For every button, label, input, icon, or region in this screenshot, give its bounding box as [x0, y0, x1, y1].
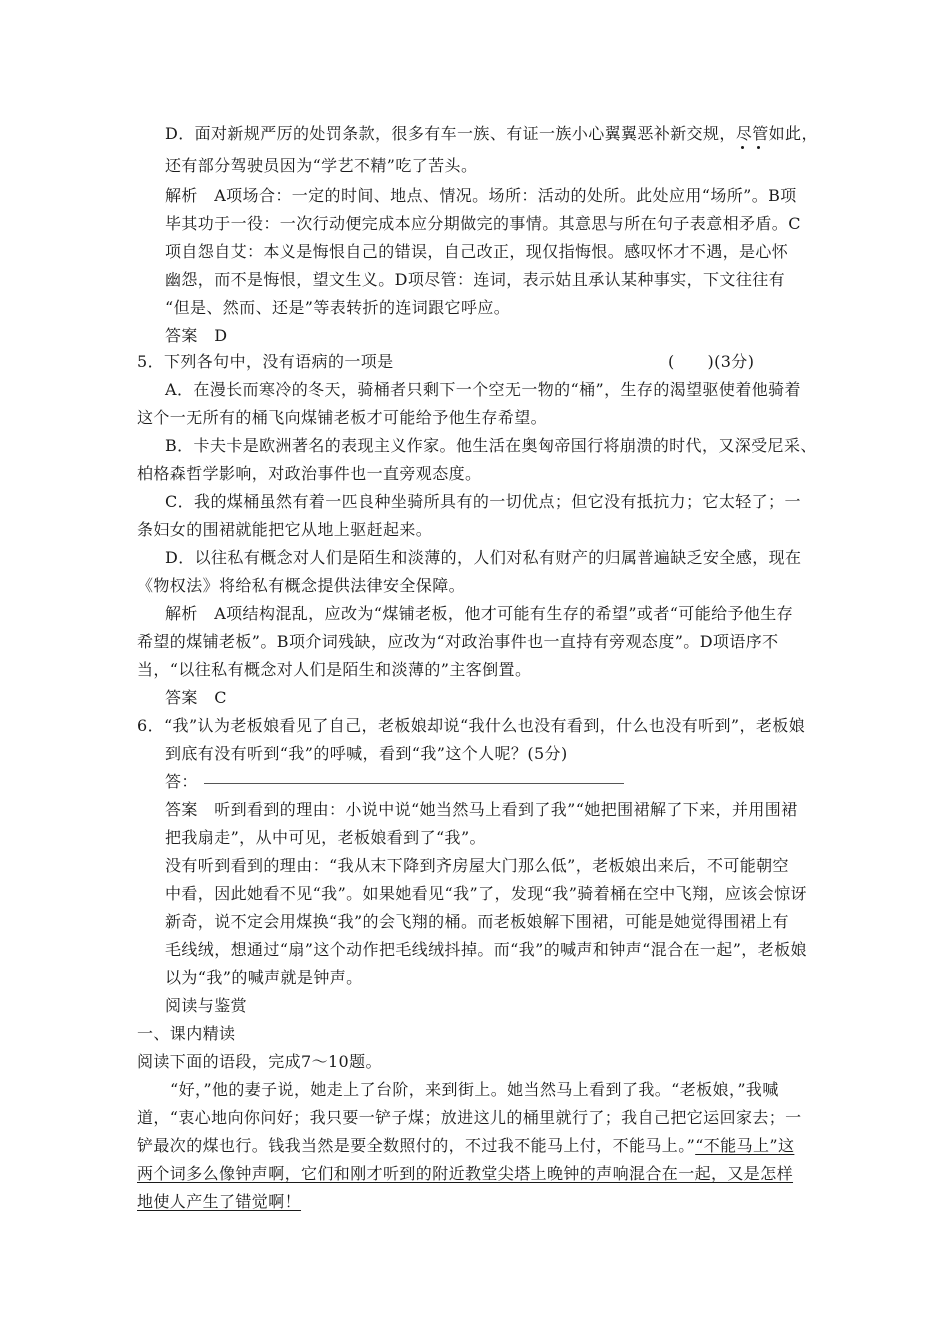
q5-option-line: C．我的煤桶虽然有着一匹良种坐骑所具有的一切优点；但它没有抵抗力；它太轻了；一 — [165, 492, 801, 511]
q4-analysis-line: 项自怨自艾：本义是悔恨自己的错误，自己改正，现仅指悔恨。感叹怀才不遇，是心怀 — [165, 242, 789, 261]
q6-stem-line: 6．“我”认为老板娘看见了自己，老板娘却说“我什么也没有看到，什么也没有听到”，老板娘 — [137, 716, 806, 735]
q4-option-d-tail: 如此， — [768, 124, 818, 143]
q5-score: ( )(3分) — [668, 352, 755, 371]
q5-option-line: 柏格森哲学影响，对政治事件也一直旁观态度。 — [137, 464, 482, 483]
q6-answer-field[interactable] — [165, 772, 624, 792]
underlined-passage-line: 两个词多么像钟声啊，它们和刚才听到的附近教堂尖塔上晚钟的声响混合在一起，又是怎样 — [137, 1164, 794, 1183]
section-instruction: 阅读下面的语段，完成7～10题。 — [137, 1052, 382, 1071]
q4-answer: 答案 D — [165, 326, 228, 345]
q4-option-d-line2: 还有部分驾驶员因为“学艺不精”吃了苦头。 — [165, 156, 478, 175]
emphasized-word — [736, 124, 769, 143]
q5-option-line: 条妇女的围裙就能把它从地上驱赶起来。 — [137, 520, 433, 539]
q6-stem-line: 到底有没有听到“我”的呼喊，看到“我”这个人呢？(5分) — [165, 744, 568, 763]
q5-option-line: 《物权法》将给私有概念提供法律安全保障。 — [137, 576, 466, 595]
q6-answer-line: 以为“我”的喊声就是钟声。 — [165, 968, 363, 987]
q5-option-line: D．以往私有概念对人们是陌生和淡薄的，人们对私有财产的归属普遍缺乏安全感，现在 — [165, 548, 802, 567]
q4-analysis-line: 幽怨，而不是悔恨，望文生义。D项尽管：连词，表示姑且承认某种事实，下文往往有 — [165, 270, 786, 289]
q4-analysis-line: 解析 A项场合：一定的时间、地点、情况。场所：活动的处所。此处应用“场所”。B项 — [165, 186, 797, 205]
q4-analysis-line: 毕其功于一役：一次行动便完成本应分期做完的事情。其意思与所在句子表意相矛盾。C — [165, 214, 801, 233]
underlined-passage-line: 地使人产生了错觉啊！ — [137, 1192, 302, 1211]
q5-stem: 5．下列各句中，没有语病的一项是 — [137, 352, 394, 371]
q4-option-d-text: D．面对新规严厉的处罚条款，很多有车一族、有证一族小心翼翼恶补新交规， — [165, 124, 736, 143]
q6-answer-line: 答案 听到看到的理由：小说中说“她当然马上看到了我”“她把围裙解了下来，并用围裙 — [165, 800, 798, 819]
q5-analysis-line: 解析 A项结构混乱，应改为“煤铺老板，他才可能有生存的希望”或者“可能给予他生存 — [165, 604, 794, 623]
q4-option-d-line1 — [165, 124, 818, 144]
q6-answer-label: 答： — [165, 772, 198, 791]
q4-analysis-line: “但是、然而、还是”等表转折的连词跟它呼应。 — [165, 298, 511, 317]
q6-answer-line: 中看，因此她看不见“我”。如果她看见“我”了，发现“我”骑着桶在空中飞翔，应该会惊讶 — [165, 884, 807, 903]
passage-line-text: 铲最次的煤也行。钱我当然是要全数照付的，不过我不能马上付，不能马上。” — [137, 1136, 696, 1155]
emphasized-word-text: 尽管 — [735, 124, 769, 143]
q6-answer-line: 把我扇走”，从中可见，老板娘看到了“我”。 — [165, 828, 486, 847]
answer-blank-line[interactable] — [204, 782, 624, 784]
q6-answer-line: 没有听到看到的理由：“我从末下降到齐房屋大门那么低”，老板娘出来后，不可能朝空 — [165, 856, 789, 875]
q5-analysis-line: 当，“以往私有概念对人们是陌生和淡薄的”主客倒置。 — [137, 660, 532, 679]
emphasis-dot — [741, 146, 744, 149]
q5-option-line: A．在漫长而寒冷的冬天，骑桶者只剩下一个空无一物的“桶”，生存的渴望驱使着他骑着 — [165, 380, 801, 399]
passage-line: 道，“衷心地向你问好；我只要一铲子煤；放进这儿的桶里就行了；我自己把它运回家去；一 — [137, 1108, 802, 1127]
q5-answer: 答案 C — [165, 688, 227, 707]
passage-line-with-underline — [137, 1136, 794, 1156]
q5-option-line: B．卡夫卡是欧洲著名的表现主义作家。他生活在奥匈帝国行将崩溃的时代，又深受尼采、 — [165, 436, 817, 455]
q6-answer-line: 新奇，说不定会用煤换“我”的会飞翔的桶。而老板娘解下围裙，可能是她觉得围裙上有 — [165, 912, 789, 931]
section-subheading: 一、课内精读 — [137, 1024, 236, 1043]
passage-line: “好，”他的妻子说，她走上了台阶，来到街上。她当然马上看到了我。“老板娘，”我喊 — [170, 1080, 779, 1099]
q5-option-line: 这个一无所有的桶飞向煤铺老板才可能给予他生存希望。 — [137, 408, 548, 427]
underlined-text: “不能马上”这 — [695, 1136, 795, 1155]
section-heading: 阅读与鉴赏 — [165, 996, 248, 1015]
q5-analysis-line: 希望的煤铺老板”。B项介词残缺，应改为“对政治事件也一直持有旁观态度”。D项语序不 — [137, 632, 779, 651]
q6-answer-line: 毛线绒，想通过“扇”这个动作把毛线绒抖掉。而“我”的喊声和钟声“混合在一起”，老板娘 — [165, 940, 807, 959]
emphasis-dot — [757, 146, 760, 149]
